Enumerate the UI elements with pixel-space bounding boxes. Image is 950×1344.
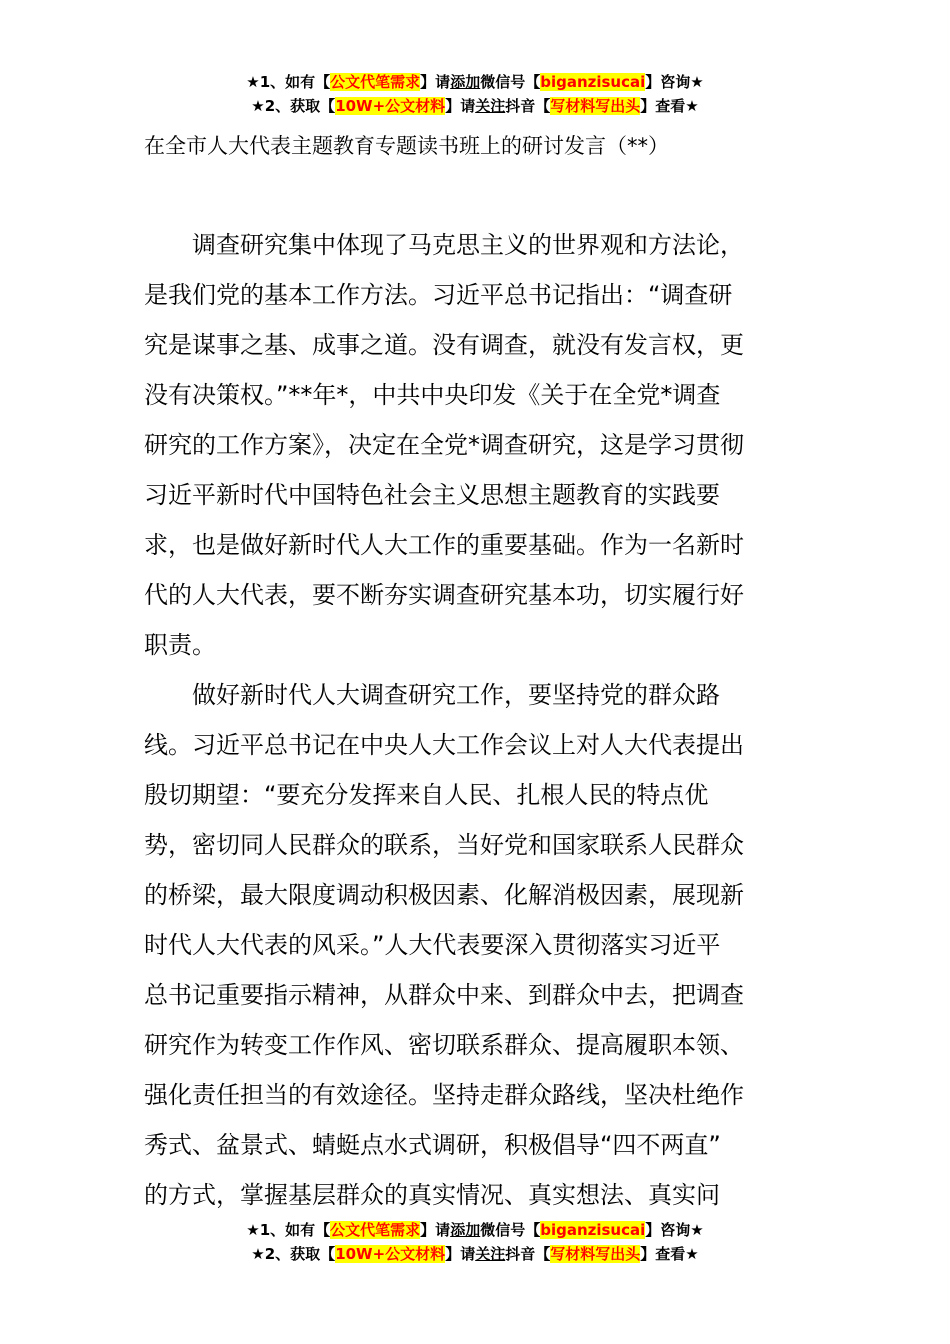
body-line: 调查研究集中体现了马克思主义的世界观和方法论， [192,231,744,259]
banner-line1-mid2: 微信号【 [480,1221,541,1239]
body-line: 殷切期望：“要充分发挥来自人民、扎根人民的特点优 [144,781,709,809]
banner-line2-suffix: 】查看★ [640,1245,699,1263]
body-line: 研究作为转变工作作风、密切联系群众、提高履职本领、 [144,1031,744,1059]
body-line: 的桥梁，最大限度调动积极因素、化解消极因素，展现新 [144,881,744,909]
banner-line1-prefix: ★1、如有【 [246,1221,331,1239]
banner-line2-mid1: 】请 [445,97,476,115]
body-line: 没有决策权。”**年*，中共中央印发《关于在全党*调查 [144,381,721,409]
banner-highlight-writing-service: 公文代笔需求 [330,1221,421,1239]
top-banner [0,70,950,118]
body-line: 求，也是做好新时代人大工作的重要基础。作为一名新时 [144,531,744,559]
banner-highlight-douyin-account: 写材料写出头 [550,1245,641,1263]
body-line: 时代人大代表的风采。”人大代表要深入贯彻落实习近平 [144,931,721,959]
banner-highlight-douyin-account: 写材料写出头 [550,97,641,115]
banner-line2-prefix: ★2、获取【 [251,97,336,115]
banner-line1-suffix: 】咨询★ [645,73,704,91]
banner-line2-mid2: 抖音【 [505,97,551,115]
banner-line-2 [0,1242,950,1266]
body-line: 习近平新时代中国特色社会主义思想主题教育的实践要 [144,481,720,509]
body-line: 秀式、盆景式、蜻蜓点水式调研，积极倡导“四不两直” [144,1131,721,1159]
banner-line1-mid1: 】请 [420,73,451,91]
banner-highlight-wechat-id: biganzisucai [540,73,646,91]
body-line: 职责。 [144,631,216,659]
bottom-banner [0,1218,950,1266]
body-line: 的方式，掌握基层群众的真实情况、真实想法、真实问 [144,1181,720,1209]
body-line: 势，密切同人民群众的联系，当好党和国家联系人民群众 [144,831,744,859]
banner-line2-mid2: 抖音【 [505,1245,551,1263]
banner-line2-underlined: 关注 [475,97,506,115]
banner-line2-underlined: 关注 [475,1245,506,1263]
document-body [144,220,814,1220]
banner-highlight-materials: 10W+公文材料 [335,1245,446,1263]
body-line: 做好新时代人大调查研究工作，要坚持党的群众路 [192,681,720,709]
body-line: 线。习近平总书记在中央人大工作会议上对人大代表提出 [144,731,744,759]
banner-line1-mid1: 】请 [420,1221,451,1239]
banner-line2-prefix: ★2、获取【 [251,1245,336,1263]
banner-line1-mid2: 微信号【 [480,73,541,91]
banner-highlight-wechat-id: biganzisucai [540,1221,646,1239]
body-line: 强化责任担当的有效途径。坚持走群众路线，坚决杜绝作 [144,1081,744,1109]
body-line: 研究的工作方案》，决定在全党*调查研究，这是学习贯彻 [144,431,744,459]
banner-line1-underlined: 添加 [450,1221,481,1239]
body-line: 是我们党的基本工作方法。习近平总书记指出：“调查研 [144,281,733,309]
banner-line-1 [0,70,950,94]
body-line: 究是谋事之基、成事之道。没有调查，就没有发言权，更 [144,331,744,359]
banner-line2-mid1: 】请 [445,1245,476,1263]
banner-highlight-writing-service: 公文代笔需求 [330,73,421,91]
banner-line1-underlined: 添加 [450,73,481,91]
banner-line1-prefix: ★1、如有【 [246,73,331,91]
banner-line-1 [0,1218,950,1242]
body-line: 代的人大代表，要不断夯实调查研究基本功，切实履行好 [144,581,744,609]
banner-highlight-materials: 10W+公文材料 [335,97,446,115]
body-line: 总书记重要指示精神，从群众中来、到群众中去，把调查 [144,981,744,1009]
banner-line1-suffix: 】咨询★ [645,1221,704,1239]
document-title: 在全市人大代表主题教育专题读书班上的研讨发言（**） [144,134,669,158]
banner-line-2 [0,94,950,118]
banner-line2-suffix: 】查看★ [640,97,699,115]
